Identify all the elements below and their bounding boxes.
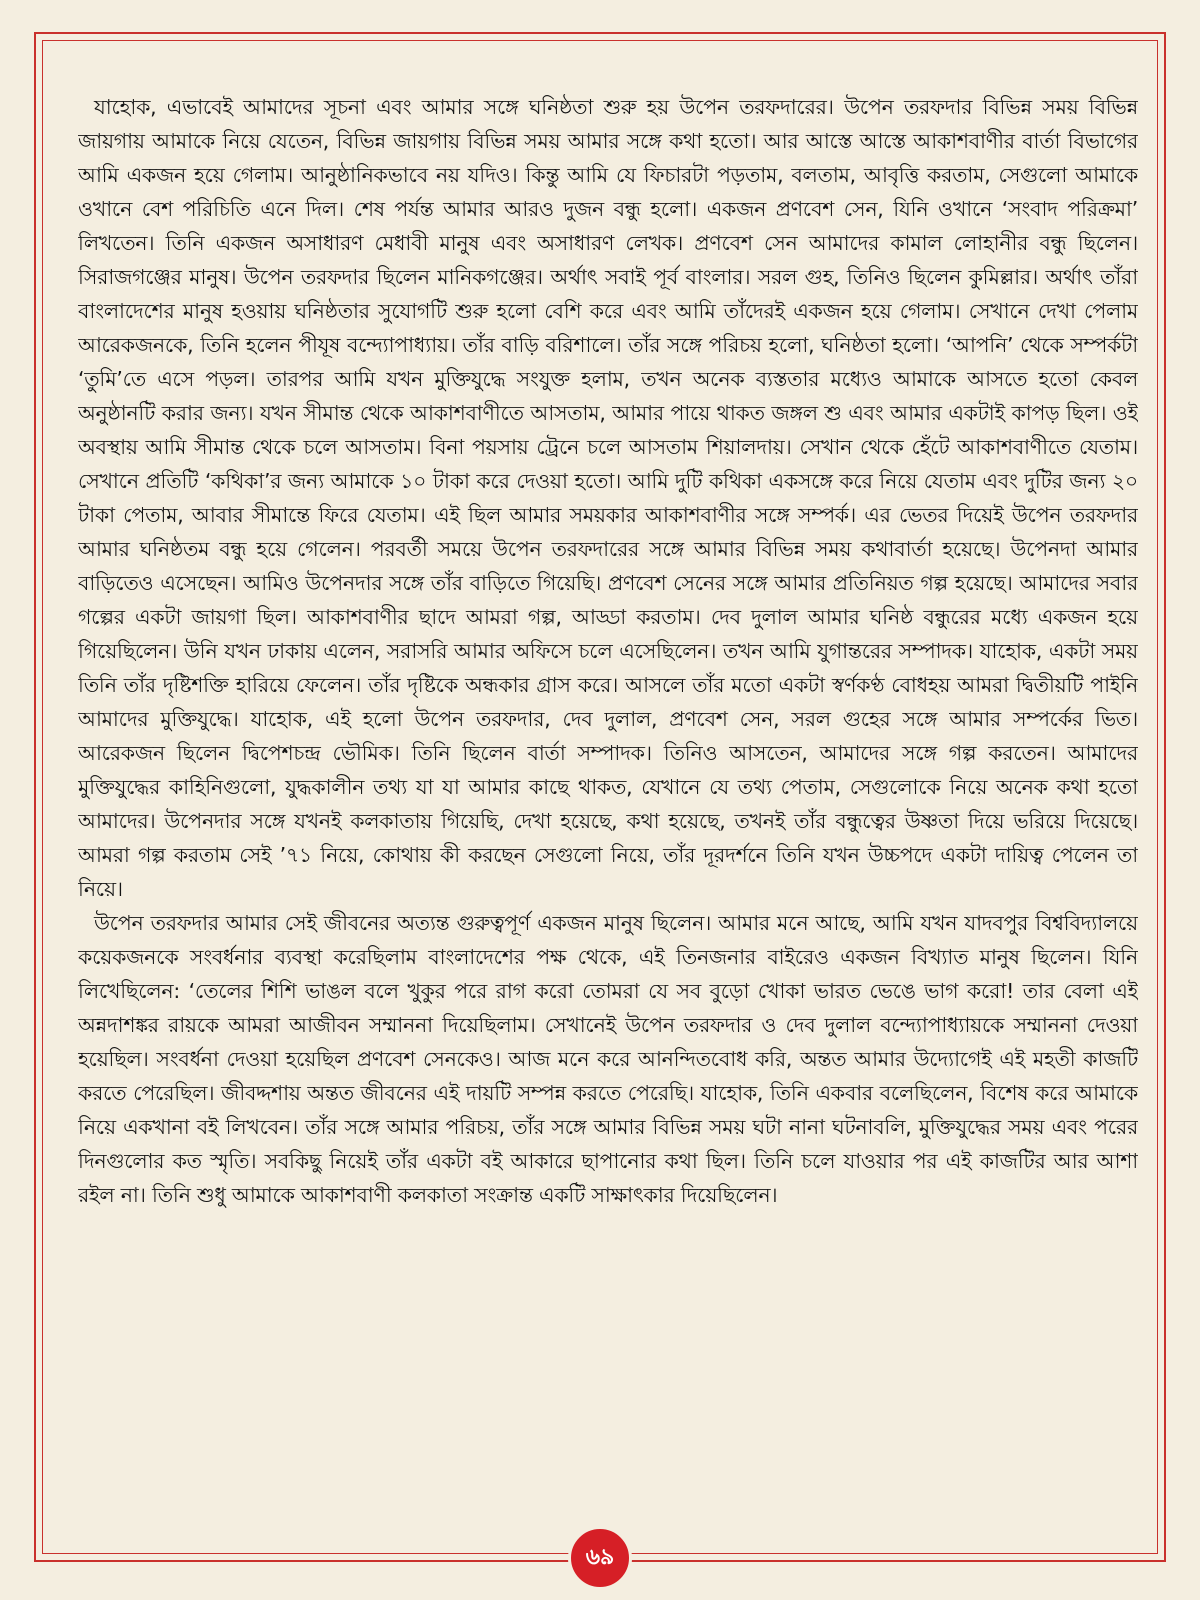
page-number: ৬৯	[585, 1544, 615, 1570]
paragraph-2: উপেন তরফদার আমার সেই জীবনের অত্যন্ত গুরুত্বপূর্ণ একজন মানুষ ছিলেন। আমার মনে আছে, আমি যখন যাদবপুর বিশ্ববিদ্যালয়ে কয়েকজনকে সংবর্ধনার ব্যবস্থা করেছিলাম বাংলাদেশের পক্ষ থেকে, এই তিনজনার বাইরেও একজন বিখ্যাত মানুষ ছিলেন। যিনি লিখেছিলেন: ‘তেলের শিশি ভাঙল বলে খুকুর পরে রাগ করো তোমরা যে সব বুড়ো খোকা ভারত ভেঙে ভাগ করো! তার বেলা এই অন্নদাশঙ্কর রায়কে আমরা আজীবন সম্মাননা দিয়েছিলাম। সেখানেই উপেন তরফদার ও দেব দুলাল বন্দ্যোপাধ্যায়কে সম্মাননা দেওয়া হয়েছিল। সংবর্ধনা দেওয়া হয়েছিল প্রণবেশ সেনকেও। আজ মনে করে আনন্দিতবোধ করি, অন্তত আমার উদ্যোগেই এই মহতী কাজটি করতে পেরেছিল। জীবদ্দশায় অন্তত জীবনের এই দায়টি সম্পন্ন করতে পেরেছি। যাহোক, তিনি একবার বলেছিলেন, বিশেষ করে আমাকে নিয়ে একখানা বই লিখবেন। তাঁর সঙ্গে আমার পরিচয়, তাঁর সঙ্গে আমার বিভিন্ন সময় ঘটা নানা ঘটনাবলি, মুক্তিযুদ্ধের সময় এবং পরের দিনগুলোর কত স্মৃতি। সবকিছু নিয়েই তাঁর একটা বই আকারে ছাপানোর কথা ছিল। তিনি চলে যাওয়ার পর এই কাজটির আর আশা রইল না। তিনি শুধু আমাকে আকাশবাণী কলকাতা সংক্রান্ত একটি সাক্ষাৎকার দিয়েছিলেন।	[78, 911, 1138, 1207]
body-text	[78, 90, 1138, 1535]
paragraph-1: যাহোক, এভাবেই আমাদের সূচনা এবং আমার সঙ্গে ঘনিষ্ঠতা শুরু হয় উপেন তরফদারের। উপেন তরফদার বিভিন্ন সময় বিভিন্ন জায়গায় আমাকে নিয়ে যেতেন, বিভিন্ন জায়গায় বিভিন্ন সময় আমার সঙ্গে কথা হতো। আর আস্তে আস্তে আকাশবাণীর বার্তা বিভাগের আমি একজন হয়ে গেলাম। আনুষ্ঠানিকভাবে নয় যদিও। কিন্তু আমি যে ফিচারটা পড়তাম, বলতাম, আবৃত্তি করতাম, সেগুলো আমাকে ওখানে বেশ পরিচিতি এনে দিল। শেষ পর্যন্ত আমার আরও দুজন বন্ধু হলো। একজন প্রণবেশ সেন, যিনি ওখানে ‘সংবাদ পরিক্রমা’ লিখতেন। তিনি একজন অসাধারণ মেধাবী মানুষ এবং অসাধারণ লেখক। প্রণবেশ সেন আমাদের কামাল লোহানীর বন্ধু ছিলেন। সিরাজগঞ্জের মানুষ। উপেন তরফদার ছিলেন মানিকগঞ্জের। অর্থাৎ সবাই পূর্ব বাংলার। সরল গুহ, তিনিও ছিলেন কুমিল্লার। অর্থাৎ তাঁরা বাংলাদেশের মানুষ হওয়ায় ঘনিষ্ঠতার সুযোগটি শুরু হলো বেশি করে এবং আমি তাঁদেরই একজন হয়ে গেলাম। সেখানে দেখা পেলাম আরেকজনকে, তিনি হলেন পীযূষ বন্দ্যোপাধ্যায়। তাঁর বাড়ি বরিশালে। তাঁর সঙ্গে পরিচয় হলো, ঘনিষ্ঠতা হলো। ‘আপনি’ থেকে সম্পর্কটা ‘তুমি’তে এসে পড়ল। তারপর আমি যখন মুক্তিযুদ্ধে সংযুক্ত হলাম, তখন অনেক ব্যস্ততার মধ্যেও আমাকে আসতে হতো কেবল অনুষ্ঠানটি করার জন্য। যখন সীমান্ত থেকে আকাশবাণীতে আসতাম, আমার পায়ে থাকত জঙ্গল শু এবং আমার একটাই কাপড় ছিল। ওই অবস্থায় আমি সীমান্ত থেকে চলে আসতাম। বিনা পয়সায় ট্রেনে চলে আসতাম শিয়ালদায়। সেখান থেকে হেঁটে আকাশবাণীতে যেতাম। সেখানে প্রতিটি ‘কথিকা’র জন্য আমাকে ১০ টাকা করে দেওয়া হতো। আমি দুটি কথিকা একসঙ্গে করে নিয়ে যেতাম এবং দুটির জন্য ২০ টাকা পেতাম, আবার সীমান্তে ফিরে যেতাম। এই ছিল আমার সময়কার আকাশবাণীর সঙ্গে সম্পর্ক। এর ভেতর দিয়েই উপেন তরফদার আমার ঘনিষ্ঠতম বন্ধু হয়ে গেলেন। পরবর্তী সময়ে উপেন তরফদারের সঙ্গে আমার বিভিন্ন সময় কথাবার্তা হয়েছে। উপেনদা আমার বাড়িতেও এসেছেন। আমিও উপেনদার সঙ্গে তাঁর বাড়িতে গিয়েছি। প্রণবেশ সেনের সঙ্গে আমার প্রতিনিয়ত গল্প হয়েছে। আমাদের সবার গল্পের একটা জায়গা ছিল। আকাশবাণীর ছাদে আমরা গল্প, আড্ডা করতাম। দেব দুলাল আমার ঘনিষ্ঠ বন্ধুরের মধ্যে একজন হয়ে গিয়েছিলেন। উনি যখন ঢাকায় এলেন, সরাসরি আমার অফিসে চলে এসেছিলেন। তখন আমি যুগান্তরের সম্পাদক। যাহোক, একটা সময় তিনি তাঁর দৃষ্টিশক্তি হারিয়ে ফেলেন। তাঁর দৃষ্টিকে অন্ধকার গ্রাস করে। আসলে তাঁর মতো একটা স্বর্ণকণ্ঠ বোধহয় আমরা দ্বিতীয়টি পাইনি আমাদের মুক্তিযুদ্ধে। যাহোক, এই হলো উপেন তরফদার, দেব দুলাল, প্রণবেশ সেন, সরল গুহের সঙ্গে আমার সম্পর্কের ভিত। আরেকজন ছিলেন দ্বিপেশচন্দ্র ভৌমিক। তিনি ছিলেন বার্তা সম্পাদক। তিনিও আসতেন, আমাদের সঙ্গে গল্প করতেন। আমাদের মুক্তিযুদ্ধের কাহিনিগুলো, যুদ্ধকালীন তথ্য যা যা আমার কাছে থাকত, যেখানে যে তথ্য পেতাম, সেগুলোকে নিয়ে অনেক কথা হতো আমাদের। উপেনদার সঙ্গে যখনই কলকাতায় গিয়েছি, দেখা হয়েছে, কথা হয়েছে, তখনই তাঁর বন্ধুত্বের উষ্ণতা দিয়ে ভরিয়ে দিয়েছে। আমরা গল্প করতাম সেই ’৭১ নিয়ে, কোথায় কী করছেন সেগুলো নিয়ে, তাঁর দূরদর্শনে তিনি যখন উচ্চপদে একটা দায়িত্ব পেলেন তা নিয়ে।	[78, 95, 1138, 901]
page-number-badge	[568, 1526, 632, 1590]
